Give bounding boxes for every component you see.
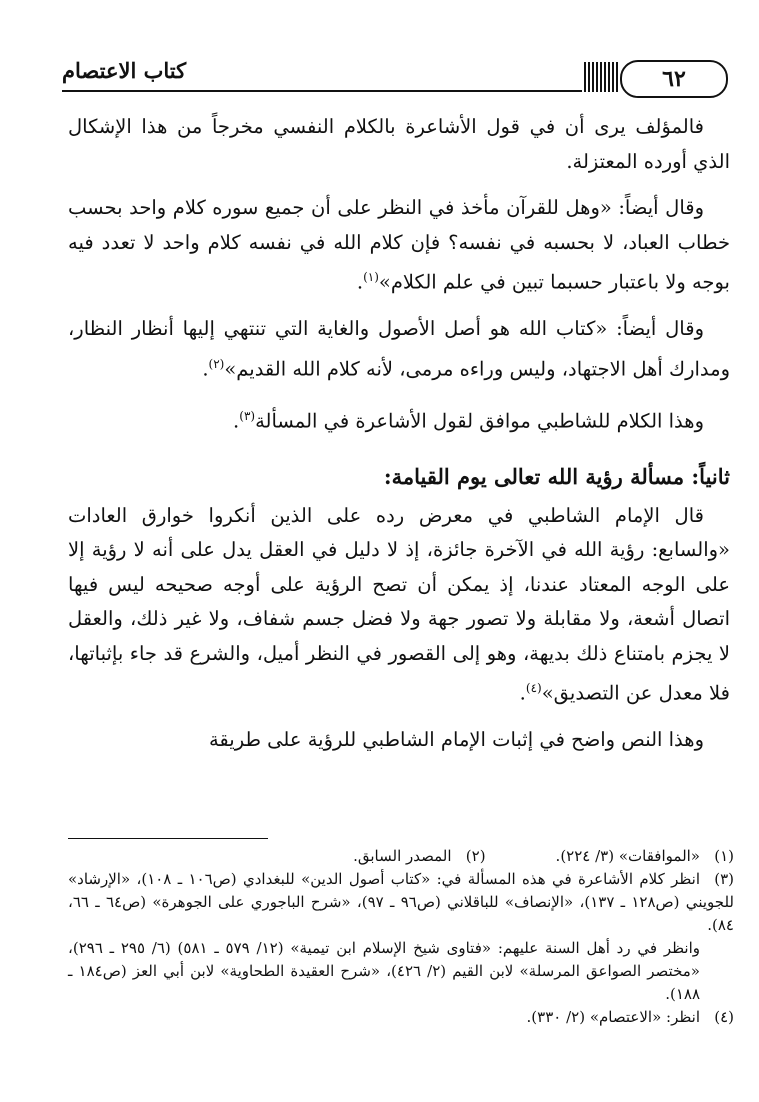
footnote-3-continued: وانظر في رد أهل السنة عليهم: «فتاوى شيخ الإسلام ابن تيمية» (١٢/ ٥٧٩ ـ ٥٨١) (٦/ ٢٩٥ ـ ٢٩٦)، «مختصر الصواعق المرسلة» لابن القيم (٢/ ٤٢٦)، «شرح العقيدة الطحاوية» لابن أبي العز (ص١٨٤ ـ ١٨٨). [68,939,701,1003]
footnote-ref-3: (٣) [239,408,256,423]
footnote-3: (٣)انظر كلام الأشاعرة في هذه المسألة في: «كتاب أصول الدين» للبغدادي (ص١٠٦ ـ ١٠٨)، «الإرشاد» للجويني (ص١٢٨ ـ ١٣٧)، «الإنصاف» للباقلاني (ص٩٦ ـ ٩٧)، «شرح الباجوري على الجوهرة» (ص٦٤ ـ ٦٦، ٨٤). [68,870,734,934]
page-header [62,52,732,98]
paragraph-5: قال الإمام الشاطبي في معرض رده على الذين أنكروا خوارق العادات «والسابع: رؤية الله في الآخرة جائزة، إذ لا دليل في العقل يدل على أنه لا رؤية إلا على الوجه المعتاد عندنا، إذ يمكن أن تصح الرؤية على أوجه صحيحه ليس فيها اتصال أشعة، ولا مقابلة ولا تصور جهة ولا فضل جسم شفاف، ولا غير ذلك، والعقل لا يجزم بامتناع ذلك بديهة، وهو إلى القصور في النظر أميل، والشرع قد جاء بإثباتها، فلا معدل عن التصديق»$^{(٤)}$. [68,503,730,705]
main-text [68,110,730,770]
footnote-separator [68,838,268,839]
footnote-row-1-2 [68,845,734,868]
footnote-ref-2: (٢) [208,356,225,371]
paragraph-1: فالمؤلف يرى أن في قول الأشاعرة بالكلام النفسي مخرجاً من هذا الإشكال الذي أورده المعتزلة. [68,115,730,173]
paragraph-6: وهذا النص واضح في إثبات الإمام الشاطبي للرؤية على طريقة [208,728,704,751]
footnote-1: (١)«الموافقات» (٣/ ٢٢٤). [555,847,734,865]
paragraph-4: وهذا الكلام للشاطبي موافق لقول الأشاعرة في المسألة$^{(٣)}$. [233,408,704,432]
footnote-2: (٢)المصدر السابق. [353,847,486,865]
paragraph-3: وقال أيضاً: «كتاب الله هو أصل الأصول والغاية التي تنتهي إليها أنظار النظار، ومدارك أهل الاجتهاد، وليس وراءه مرمى، لأنه كلام الله القديم»$^{(٢)}$. [68,317,730,380]
footnote-4: (٤)انظر: «الاعتصام» (٢/ ٣٣٠). [526,1008,734,1026]
header-bars-ornament [584,62,620,92]
section-heading: ثانياً: مسألة رؤية الله تعالى يوم القيامة: [383,463,730,489]
footnote-ref-4: (٤) [525,681,542,695]
footnote-ref-1: (١) [363,270,379,284]
header-rule [62,90,582,92]
footnotes [68,845,734,1029]
paragraph-2: وقال أيضاً: «وهل للقرآن مأخذ في النظر على أن جميع سوره كلام واحد بحسب خطاب العباد، لا بحسبه في نفسه؟ فإن كلام الله في نفسه كلام واحد لا تعدد فيه بوجه ولا باعتبار حسبما تبين في علم الكلام»$^{(١)}$. [68,196,730,294]
running-title: كتاب الاعتصام [62,58,187,83]
page-number: ٦٢ [620,60,728,98]
